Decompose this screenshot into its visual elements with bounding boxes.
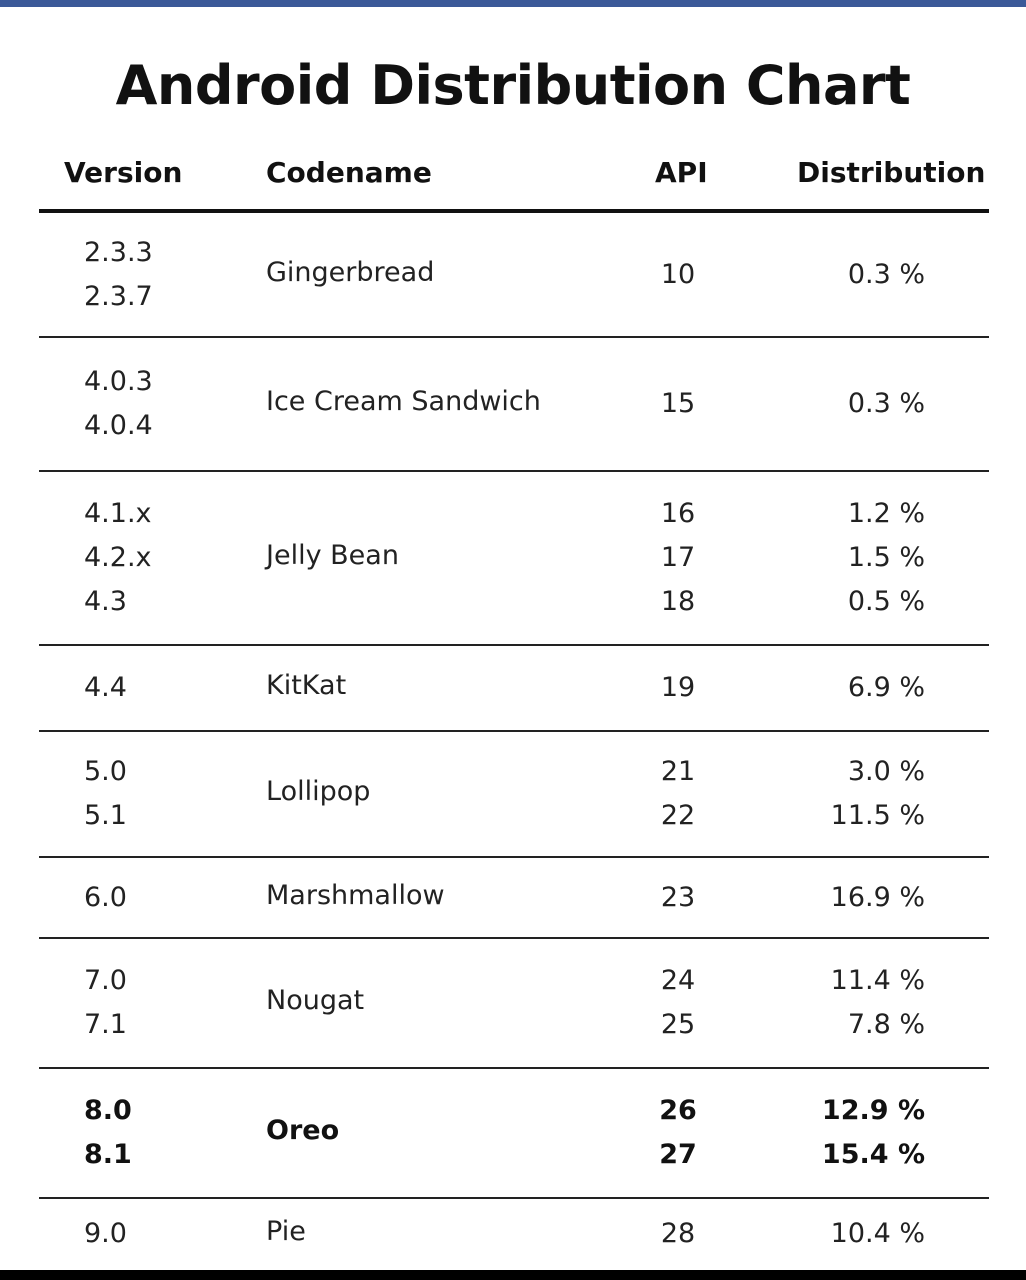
header-api: API <box>655 156 708 189</box>
version-cell: 4.3 <box>84 586 127 617</box>
distribution-cell: 0.3 % <box>847 388 925 419</box>
header-version: Version <box>64 156 183 189</box>
codename-cell: Oreo <box>266 1115 340 1146</box>
version-cell: 8.1 <box>84 1139 132 1170</box>
row-separator <box>39 644 989 646</box>
version-cell: 7.0 <box>84 965 127 996</box>
api-cell: 16 <box>660 498 696 529</box>
row-separator <box>39 937 989 939</box>
version-cell: 5.1 <box>84 800 127 831</box>
api-cell: 27 <box>659 1139 697 1170</box>
codename-cell: Lollipop <box>266 776 371 807</box>
version-cell: 5.0 <box>84 756 127 787</box>
api-cell: 15 <box>660 388 696 419</box>
version-cell: 4.0.3 <box>84 366 153 397</box>
row-separator <box>39 470 989 472</box>
header-distribution: Distribution <box>797 156 986 189</box>
distribution-cell: 12.9 % <box>821 1095 925 1126</box>
distribution-cell: 1.2 % <box>847 498 925 529</box>
header-rule <box>39 209 989 213</box>
codename-cell: Marshmallow <box>266 879 445 911</box>
version-cell: 2.3.3 <box>84 237 153 268</box>
row-separator <box>39 1197 989 1199</box>
distribution-cell: 10.4 % <box>830 1218 925 1249</box>
api-cell: 26 <box>659 1095 697 1126</box>
row-separator <box>39 336 989 338</box>
version-cell: 4.1.x <box>84 498 152 529</box>
header-codename: Codename <box>266 156 432 189</box>
api-cell: 10 <box>660 259 696 290</box>
distribution-cell: 0.3 % <box>847 259 925 290</box>
codename-cell: KitKat <box>266 670 347 701</box>
version-cell: 4.4 <box>84 672 127 703</box>
api-cell: 17 <box>660 542 696 573</box>
version-cell: 2.3.7 <box>84 281 153 312</box>
top-color-bar <box>0 0 1026 7</box>
row-separator <box>39 1067 989 1069</box>
distribution-cell: 11.4 % <box>830 965 925 996</box>
version-cell: 9.0 <box>84 1218 127 1249</box>
codename-cell: Ice Cream Sandwich <box>266 386 541 417</box>
codename-cell: Jelly Bean <box>266 540 399 571</box>
api-cell: 18 <box>660 586 696 617</box>
version-cell: 8.0 <box>84 1095 132 1126</box>
version-cell: 6.0 <box>84 881 127 913</box>
distribution-cell: 11.5 % <box>830 800 925 831</box>
chart-title: Android Distribution Chart <box>115 54 911 117</box>
distribution-cell: 6.9 % <box>847 672 925 703</box>
api-cell: 22 <box>660 800 696 831</box>
distribution-cell: 0.5 % <box>847 586 925 617</box>
codename-cell: Pie <box>266 1216 306 1247</box>
api-cell: 19 <box>660 672 696 703</box>
api-cell: 23 <box>660 881 696 913</box>
distribution-cell: 15.4 % <box>821 1139 925 1170</box>
row-separator <box>39 730 989 732</box>
api-cell: 25 <box>660 1009 696 1040</box>
codename-cell: Gingerbread <box>266 257 435 288</box>
distribution-cell: 7.8 % <box>847 1009 925 1040</box>
row-separator <box>39 856 989 858</box>
codename-cell: Nougat <box>266 985 365 1016</box>
version-cell: 4.2.x <box>84 542 152 573</box>
bottom-bar <box>0 1270 1026 1280</box>
api-cell: 21 <box>660 756 696 787</box>
version-cell: 4.0.4 <box>84 410 153 441</box>
api-cell: 24 <box>660 965 696 996</box>
distribution-cell: 1.5 % <box>847 542 925 573</box>
api-cell: 28 <box>660 1218 696 1249</box>
distribution-cell: 3.0 % <box>847 756 925 787</box>
version-cell: 7.1 <box>84 1009 127 1040</box>
distribution-cell: 16.9 % <box>830 881 925 913</box>
